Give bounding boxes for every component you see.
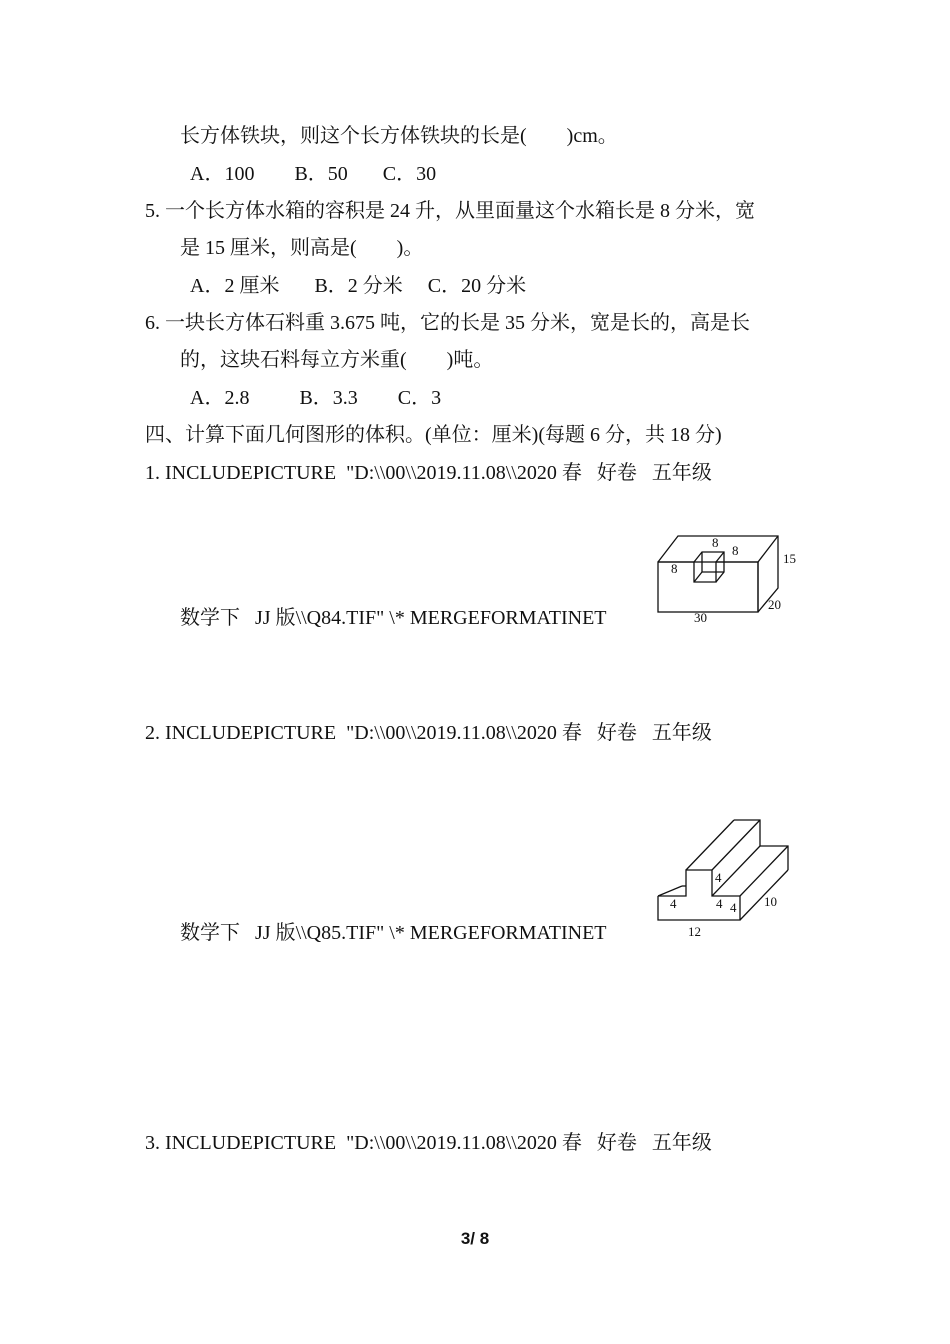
figure2-label-depth: 10 xyxy=(764,894,777,909)
figure2-caption-line1: 2. INCLUDEPICTURE "D:\\00\\2019.11.08\\2020 春 好卷 五年级 xyxy=(145,722,712,744)
q4-options: A．100 B．50 C．30 xyxy=(190,163,437,185)
q6-options: A．2.8 B．3.3 C．3 xyxy=(190,387,442,409)
figure1-label-left: 8 xyxy=(671,561,678,576)
q5-options: A．2 厘米 B．2 分米 C．20 分米 xyxy=(190,275,527,297)
page-number: 3/ 8 xyxy=(460,1229,490,1248)
figure3-caption-line1: 3. INCLUDEPICTURE "D:\\00\\2019.11.08\\2020 春 好卷 五年级 xyxy=(145,1132,712,1154)
figure2-label-mid: 4 xyxy=(716,896,723,911)
q6-text-line2: 的，这块石料每立方米重( )吨。 xyxy=(180,349,494,371)
figure1-notched-box-diagram xyxy=(650,530,796,630)
figure2-caption-line2: 数学下 JJ 版\\Q85.TIF" \* MERGEFORMATINET xyxy=(180,922,607,944)
figure2-label-left: 4 xyxy=(670,896,677,911)
figure1-label-length: 30 xyxy=(694,610,707,625)
q4-continuation: 长方体铁块，则这个长方体铁块的长是( )cm。 xyxy=(180,125,618,147)
figure1-label-top-a: 8 xyxy=(712,535,719,550)
q6-text-line1: 6. 一块长方体石料重 3.675 吨，它的长是 35 分米，宽是长的，高是长 xyxy=(145,312,750,334)
figure1-caption-line1: 1. INCLUDEPICTURE "D:\\00\\2019.11.08\\2020 春 好卷 五年级 xyxy=(145,462,712,484)
figure2-label-length: 12 xyxy=(688,924,701,939)
figure2-label-right: 4 xyxy=(730,900,737,915)
q5-text-line1: 5. 一个长方体水箱的容积是 24 升，从里面量这个水箱长是 8 分米，宽 xyxy=(145,200,755,222)
figure1-label-top-b: 8 xyxy=(732,543,739,558)
figure2-label-inner: 4 xyxy=(715,870,722,885)
figure1-label-height: 15 xyxy=(783,551,796,566)
figure1-label-depth: 20 xyxy=(768,597,781,612)
q5-text-line2: 是 15 厘米，则高是( )。 xyxy=(180,237,424,259)
figure2-stepped-block-diagram xyxy=(650,812,800,944)
section-4-heading: 四、计算下面几何图形的体积。(单位：厘米)(每题 6 分，共 18 分) xyxy=(145,424,722,446)
figure1-caption-line2: 数学下 JJ 版\\Q84.TIF" \* MERGEFORMATINET xyxy=(180,607,607,629)
